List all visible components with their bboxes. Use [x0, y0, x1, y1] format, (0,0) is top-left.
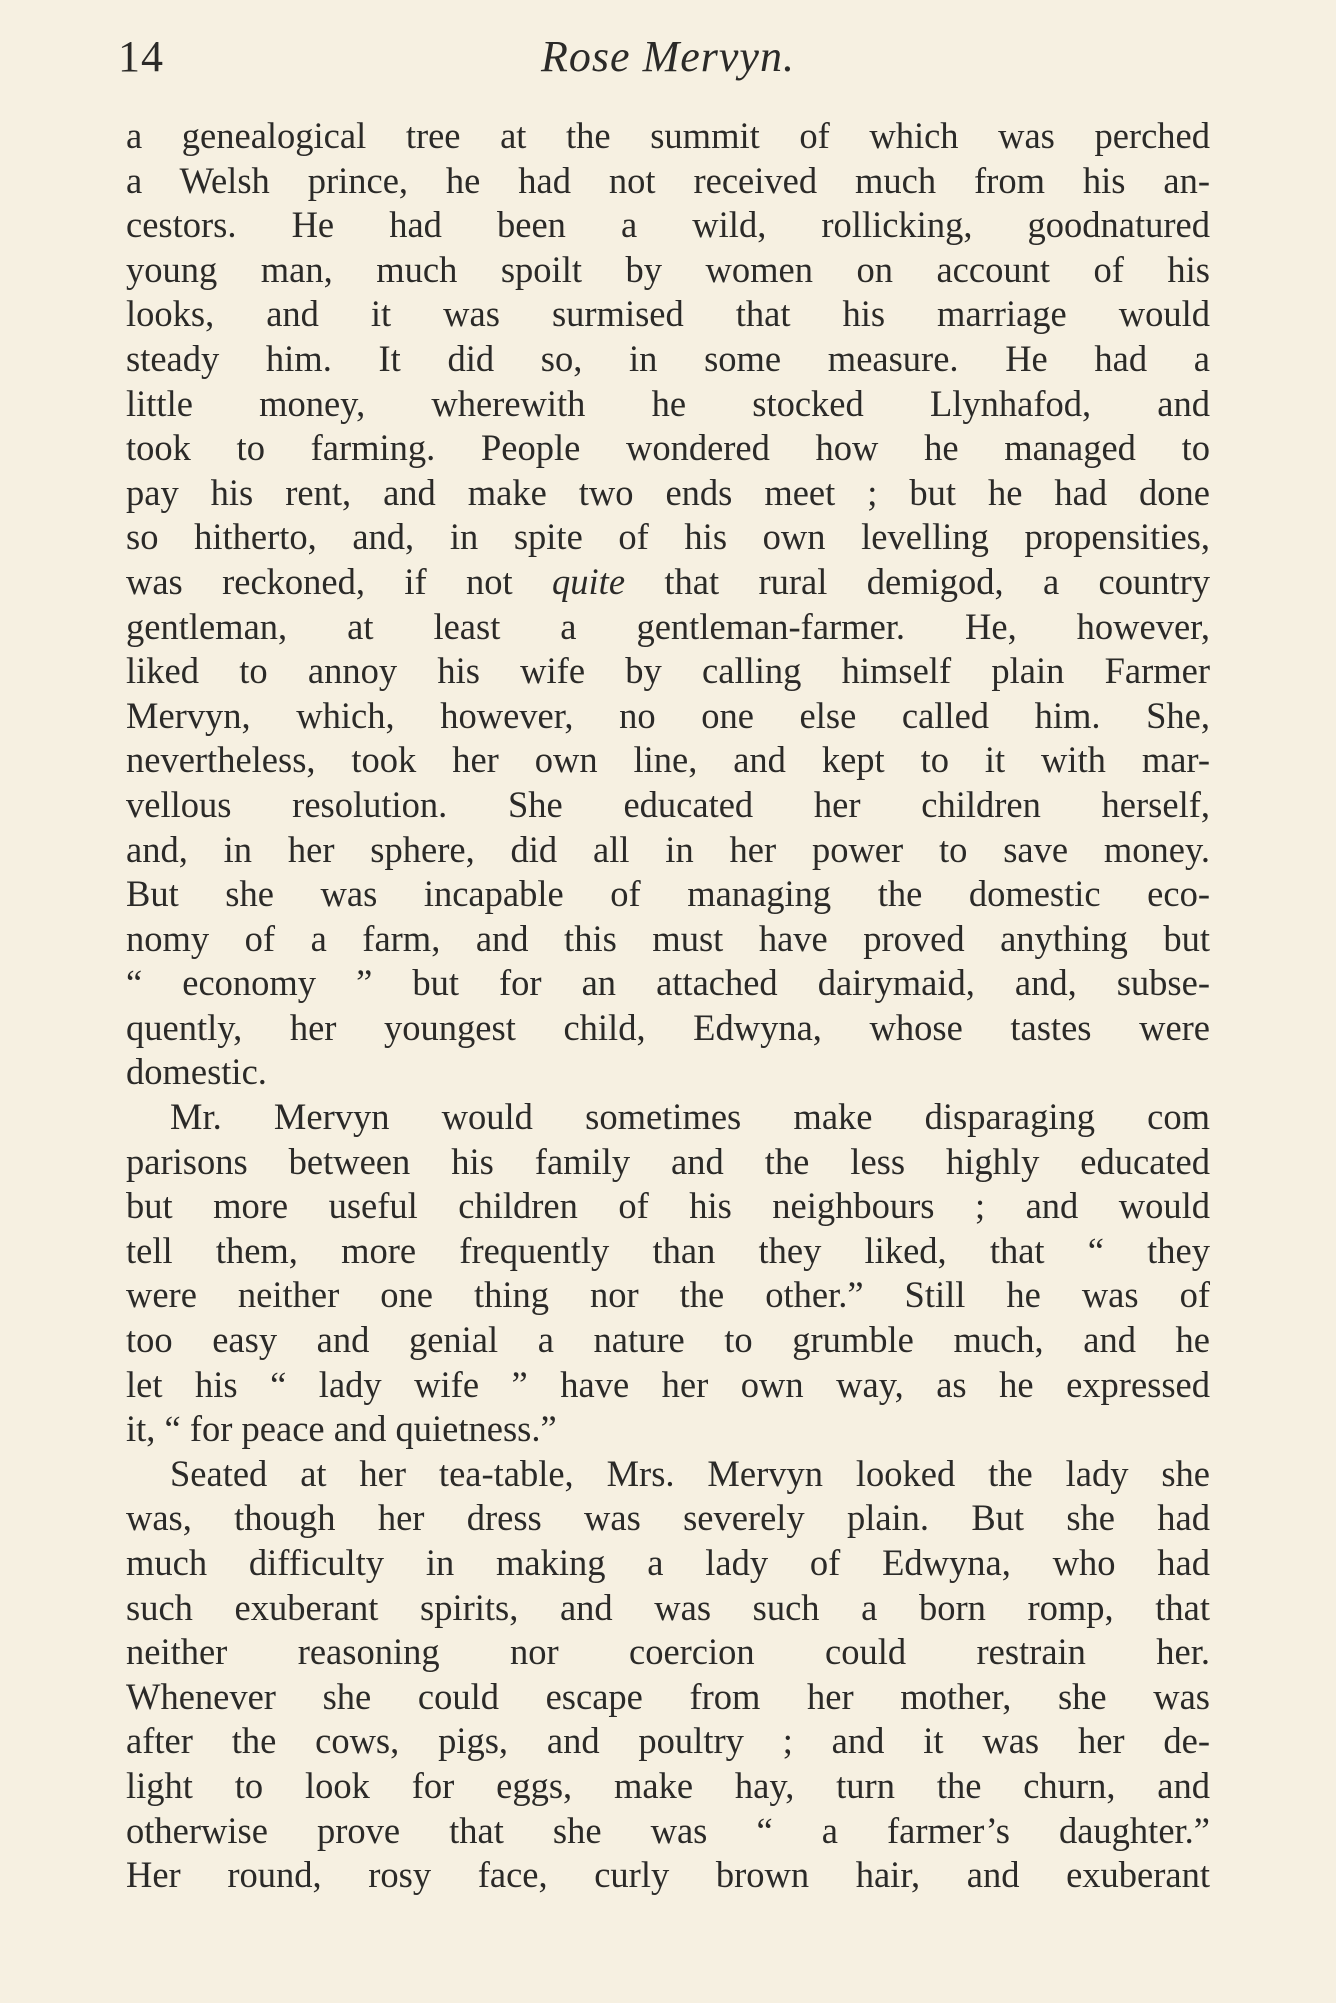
text-line-10: so hitherto, and, in spite of his own levelling propensities, — [126, 516, 1210, 558]
page-number: 14 — [118, 32, 164, 81]
text-line-21: quently, her youngest child, Edwyna, whose tastes were — [126, 1006, 1210, 1048]
text-line-16: vellous resolution. She educated her children herself, — [126, 783, 1210, 825]
text-line-5: looks, and it was surmised that his marriage would — [126, 293, 1210, 335]
text-line-17: and, in her sphere, did all in her power to save money. — [126, 828, 1210, 870]
text-line-22: domestic. — [126, 1051, 267, 1093]
text-line-2: a Welsh prince, he had not received much from his an- — [126, 159, 1210, 201]
text-line-8: took to farming. People wondered how he managed to — [126, 427, 1210, 469]
text-line-19: nomy of a farm, and this must have proved anything but — [126, 917, 1210, 959]
text-line-28: too easy and genial a nature to grumble much, and he — [126, 1319, 1210, 1361]
text-line-24: parisons between his family and the less highly educated — [126, 1140, 1210, 1182]
text-line-4: young man, much spoilt by women on account of his — [126, 248, 1210, 290]
text-line-11: was reckoned, if not quite that rural demigod, a country — [126, 560, 1210, 602]
text-line-14: Mervyn, which, however, no one else called him. She, — [126, 694, 1210, 736]
text-line-29: let his “ lady wife ” have her own way, as he expressed — [126, 1363, 1210, 1405]
text-line-31: Seated at her tea-table, Mrs. Mervyn looked the lady she — [170, 1452, 1210, 1494]
text-line-40: Her round, rosy face, curly brown hair, and exuberant — [126, 1854, 1210, 1896]
text-line-7: little money, wherewith he stocked Llynhafod, and — [126, 382, 1210, 424]
text-line-6: steady him. It did so, in some measure. He had a — [126, 337, 1210, 379]
text-line-20: “ economy ” but for an attached dairymaid, and, subse- — [126, 962, 1210, 1004]
body-text — [126, 114, 1210, 1898]
text-line-3: cestors. He had been a wild, rollicking, goodnatured — [126, 204, 1210, 246]
text-line-33: much difficulty in making a lady of Edwyna, who had — [126, 1542, 1210, 1583]
text-line-15: nevertheless, took her own line, and kept to it with mar- — [126, 739, 1210, 781]
text-line-1: a genealogical tree at the summit of which was perched — [126, 115, 1210, 156]
text-line-39: otherwise prove that she was “ a farmer’s daughter.” — [126, 1809, 1210, 1851]
text-line-37: after the cows, pigs, and poultry ; and it was her de- — [126, 1720, 1210, 1762]
italic-word: quite — [552, 560, 626, 602]
text-line-12: gentleman, at least a gentleman-farmer. He, however, — [126, 605, 1210, 647]
text-line-30: it, “ for peace and quietness.” — [126, 1408, 557, 1450]
text-line-23: Mr. Mervyn would sometimes make disparaging com — [170, 1096, 1210, 1138]
text-line-18: But she was incapable of managing the domestic eco- — [126, 873, 1210, 915]
running-title: Rose Mervyn. — [541, 32, 795, 81]
text-line-26: tell them, more frequently than they liked, that “ they — [126, 1229, 1210, 1271]
text-line-27: were neither one thing nor the other.” Still he was of — [126, 1274, 1210, 1316]
text-line-25: but more useful children of his neighbours ; and would — [126, 1185, 1210, 1227]
text-line-13: liked to annoy his wife by calling himself plain Farmer — [126, 650, 1210, 692]
text-line-35: neither reasoning nor coercion could restrain her. — [126, 1631, 1210, 1673]
text-line-36: Whenever she could escape from her mother, she was — [126, 1675, 1210, 1717]
text-line-9: pay his rent, and make two ends meet ; but he had done — [126, 471, 1210, 513]
page-header — [118, 22, 1218, 92]
text-line-32: was, though her dress was severely plain. But she had — [126, 1497, 1210, 1539]
text-line-34: such exuberant spirits, and was such a born romp, that — [126, 1586, 1210, 1628]
text-line-38: light to look for eggs, make hay, turn the churn, and — [126, 1764, 1210, 1806]
